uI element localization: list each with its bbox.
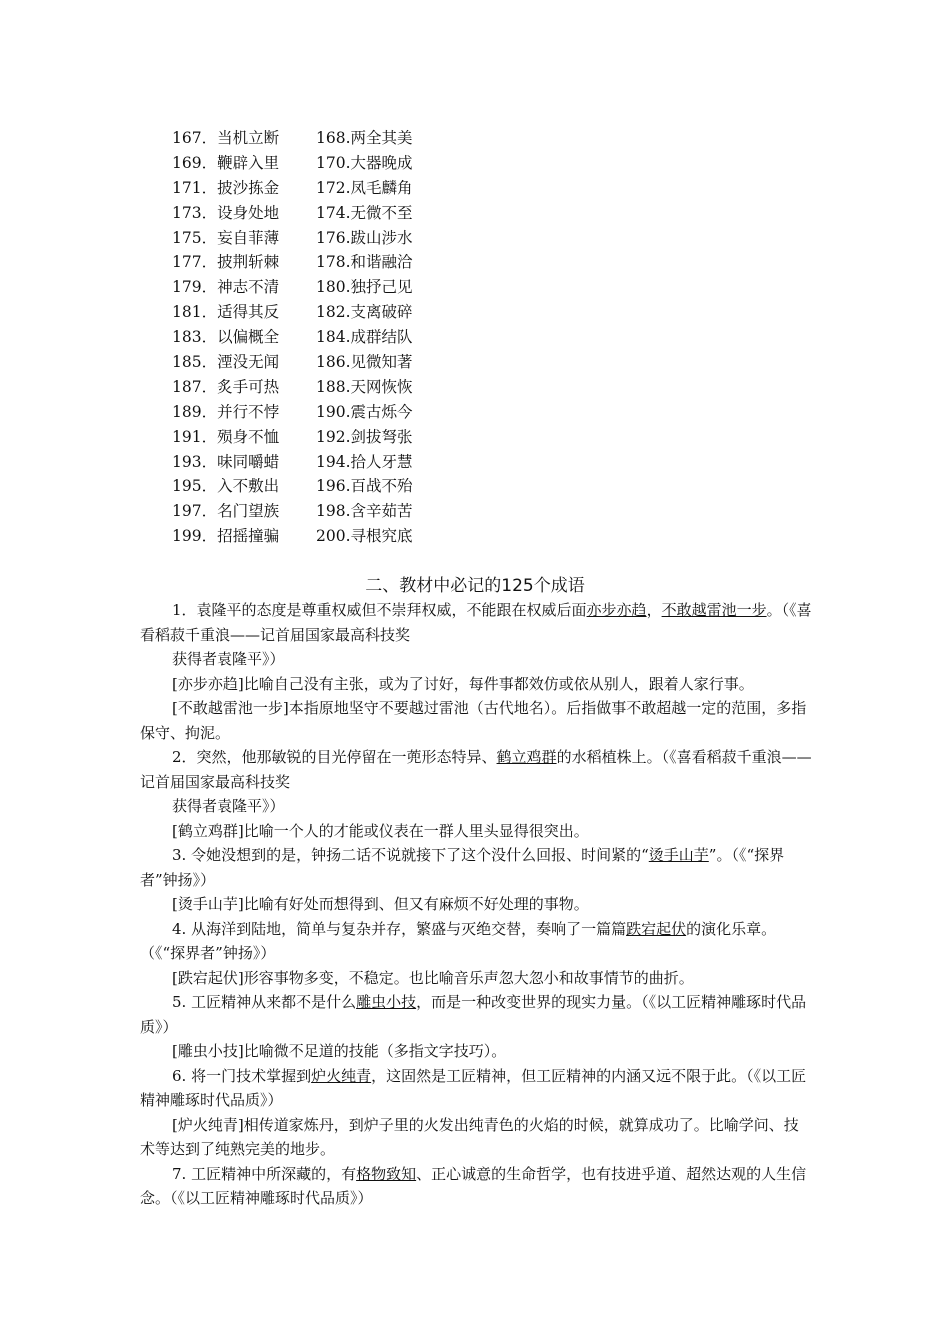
definition: [烫手山芋]比喻有好处而想得到、但又有麻烦不好处理的事物。 — [172, 895, 589, 913]
idiom-item: 189．并行不悖 — [172, 402, 280, 421]
idiom-item: 167．当机立断 — [172, 129, 280, 147]
idiom-row — [172, 275, 472, 300]
idiom-item: 172.凤毛麟角 — [316, 178, 413, 197]
idiom-item: 191．殒身不恤 — [172, 427, 280, 446]
idiom-row — [172, 176, 472, 201]
underlined-idiom: 不敢越雷池一步 — [661, 601, 767, 619]
idiom-item: 195．入不敷出 — [172, 477, 280, 496]
idiom-item: 181．适得其反 — [172, 303, 280, 322]
underlined-idiom: 炉火纯青 — [311, 1066, 372, 1085]
idiom-item: 168.两全其美 — [316, 129, 413, 147]
idiom-item: 171．披沙拣金 — [172, 178, 280, 197]
idiom-item: 193．味同嚼蜡 — [172, 452, 280, 471]
underlined-idiom: 雕虫小技 — [356, 993, 417, 1011]
example-sentence-5: 5. 工匠精神从来都不是什么雕虫小技，而是一种改变世界的现实力量。（《以工匠精神雕琢时代品质》） — [140, 993, 807, 1036]
idiom-item: 174.无微不至 — [316, 203, 413, 222]
definition: [不敢越雷池一步]本指原地坚守不要越过雷池（古代地名）。后指做事不敢超越一定的范围，多指保守、拘泥。 — [140, 699, 807, 742]
idiom-row — [172, 350, 472, 375]
idiom-item: 176.跋山涉水 — [316, 228, 413, 247]
idiom-item: 194.拾人牙慧 — [316, 452, 413, 471]
idiom-item: 190.震古烁今 — [316, 402, 413, 421]
idiom-row — [172, 425, 472, 450]
example-sentence-7: 7. 工匠精神中所深藏的，有格物致知、正心诚意的生命哲学，也有技进乎道、超然达观的人生信念。（《以工匠精神雕琢时代品质》） — [140, 1164, 807, 1207]
underlined-idiom: 格物致知 — [356, 1164, 417, 1183]
example-sentence-1: 1．袁隆平的态度是尊重权威但不崇拜权威，不能跟在权威后面亦步亦趋，不敢越雷池一步。（《喜看稻菽千重浪——记首届国家最高科技奖 — [140, 601, 812, 644]
source-continuation: 获得者袁隆平》） — [172, 650, 285, 668]
idiom-row — [172, 325, 472, 350]
underlined-idiom: 鹤立鸡群 — [496, 748, 557, 766]
example-sentence-3: 3. 令她没想到的是，钟扬二话不说就接下了这个没什么回报、时间紧的“烫手山芋”。（《“探界者”钟扬》） — [140, 846, 785, 889]
idiom-item: 184.成群结队 — [316, 328, 413, 347]
idiom-item: 182.支离破碎 — [316, 303, 413, 322]
underlined-idiom: 亦步亦趋 — [586, 601, 647, 619]
idiom-item: 169．鞭辟入里 — [172, 153, 280, 172]
underlined-idiom: 跌宕起伏 — [626, 919, 687, 938]
idiom-item: 188.天网恢恢 — [316, 377, 413, 396]
idiom-item: 192.剑拔弩张 — [316, 427, 413, 446]
idiom-row — [172, 201, 472, 226]
idiom-explanations — [140, 598, 812, 1211]
idiom-item: 198.含辛茹苦 — [316, 502, 413, 521]
idiom-row — [172, 126, 472, 151]
idiom-row — [172, 300, 472, 325]
idiom-item: 175．妄自菲薄 — [172, 228, 280, 247]
definition: [炉火纯青]相传道家炼丹，到炉子里的火发出纯青色的火焰的时候，就算成功了。比喻学问、技术等达到了纯熟完美的地步。 — [140, 1115, 799, 1158]
idiom-row — [172, 499, 472, 524]
definition: [跌宕起伏]形容事物多变，不稳定。也比喻音乐声忽大忽小和故事情节的曲折。 — [172, 968, 694, 987]
idiom-row — [172, 450, 472, 475]
idiom-item: 178.和谐融洽 — [316, 253, 413, 272]
definition: [鹤立鸡群]比喻一个人的才能或仪表在一群人里头显得很突出。 — [172, 821, 589, 840]
idiom-item: 186.见微知著 — [316, 353, 413, 372]
example-sentence-2: 2．突然，他那敏锐的目光停留在一蔸形态特异、鹤立鸡群的水稻植株上。（《喜看稻菽千重浪——记首届国家最高科技奖 — [140, 748, 812, 791]
definition: [亦步亦趋]比喻自己没有主张，或为了讨好，每件事都效仿或依从别人，跟着人家行事。 — [172, 674, 754, 693]
idiom-item: 180.独抒己见 — [316, 278, 413, 297]
idiom-row — [172, 151, 472, 176]
idiom-item: 183．以偏概全 — [172, 328, 280, 347]
idiom-item: 170.大器晚成 — [316, 153, 413, 172]
idiom-item: 196.百战不殆 — [316, 477, 413, 496]
idiom-item: 200.寻根究底 — [316, 527, 413, 546]
idiom-row — [172, 474, 472, 499]
idiom-list — [172, 126, 472, 549]
idiom-item: 177．披荆斩棘 — [172, 253, 280, 272]
idiom-item: 185．湮没无闻 — [172, 353, 280, 372]
idiom-row — [172, 524, 472, 549]
idiom-row — [172, 250, 472, 275]
section-title: 二、教材中必记的125个成语 — [365, 576, 585, 596]
underlined-idiom: 烫手山芋 — [648, 846, 709, 864]
source-continuation: 获得者袁隆平》） — [172, 797, 285, 815]
example-sentence-6: 6. 将一门技术掌握到炉火纯青，这固然是工匠精神，但工匠精神的内涵又远不限于此。（《以工匠精神雕琢时代品质》） — [140, 1066, 807, 1109]
idiom-item: 187．炙手可热 — [172, 377, 280, 396]
idiom-item: 197．名门望族 — [172, 502, 280, 521]
idiom-row — [172, 375, 472, 400]
idiom-row — [172, 400, 472, 425]
idiom-item: 173．设身处地 — [172, 203, 280, 222]
definition: [雕虫小技]比喻微不足道的技能（多指文字技巧）。 — [172, 1042, 507, 1060]
example-sentence-4: 4. 从海洋到陆地，简单与复杂并存，繁盛与灭绝交替，奏响了一篇篇跌宕起伏的演化乐章。（《“探界者”钟扬》） — [140, 919, 777, 962]
idiom-item: 179．神志不清 — [172, 278, 280, 297]
idiom-item: 199．招摇撞骗 — [172, 527, 280, 546]
idiom-row — [172, 226, 472, 251]
